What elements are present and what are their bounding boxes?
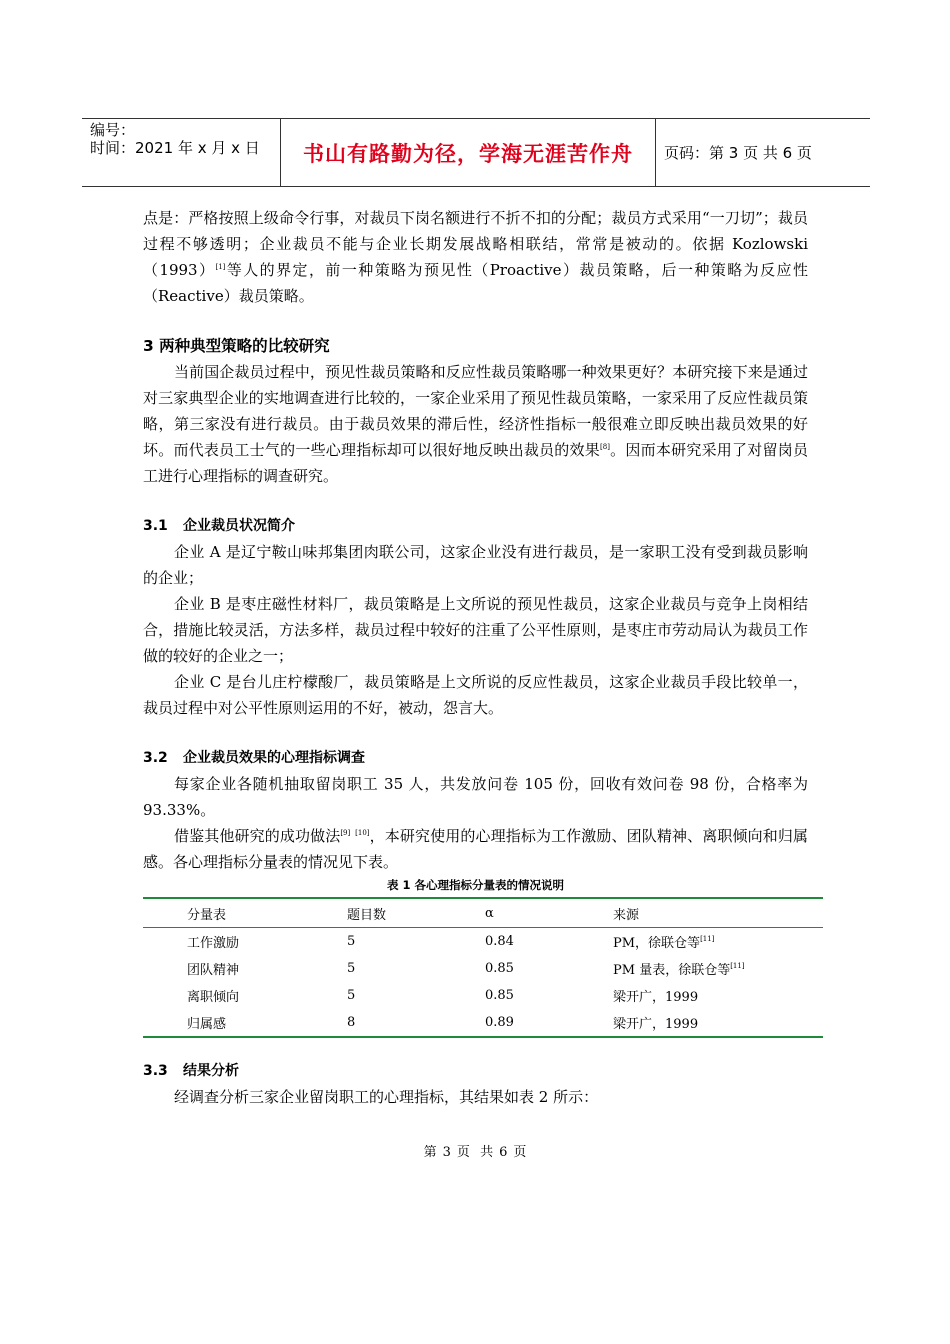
table-row [143, 1009, 823, 1037]
indicators-paragraph: 借鉴其他研究的成功做法[9] [10]，本研究使用的心理指标为工作激励、团队精神、离职倾向和归属感。各心理指标分量表的情况见下表。 [143, 827, 808, 871]
document-body [143, 205, 808, 1110]
footer-page-number: 3 [442, 1145, 451, 1160]
column-header: 分量表 [143, 898, 346, 928]
column-header: α [484, 898, 612, 928]
citation: [1] [215, 263, 226, 271]
cell-scale: 归属感 [187, 1017, 227, 1032]
cell-source: PM，徐联仓等[11] [613, 935, 715, 951]
table-header-row [143, 898, 823, 928]
header-page-info: 页码：第 3 页 共 6 页 [664, 144, 812, 162]
page-header [82, 118, 870, 187]
cell-alpha: 0.89 [485, 1015, 514, 1030]
cell-alpha: 0.85 [485, 961, 514, 976]
header-number: 编号： [90, 121, 136, 139]
company-a-paragraph: 企业 A 是辽宁鞍山味邦集团肉联公司，这家企业没有进行裁员，是一家职工没有受到裁员影响的企业； [143, 543, 808, 587]
citation: [10] [355, 829, 370, 837]
cell-scale: 工作激励 [187, 936, 240, 951]
citation: [9] [340, 829, 351, 837]
cell-items: 5 [347, 988, 356, 1003]
survey-paragraph: 每家企业各随机抽取留岗职工 35 人，共发放问卷 105 份，回收有效问卷 98 份，合格率为 93.33%。 [143, 775, 808, 819]
section-3-2-title: 3.2 企业裁员效果的心理指标调查 [143, 750, 365, 766]
cell-items: 5 [347, 961, 356, 976]
header-motto: 书山有路勤为径，学海无涯苦作舟 [280, 119, 656, 186]
citation: [8] [600, 443, 610, 451]
cell-source: 梁开广，1999 [613, 1017, 699, 1032]
page-footer: 第 3 页 共 6 页 [423, 1145, 527, 1160]
table-row [143, 982, 823, 1009]
cell-scale: 离职倾向 [187, 990, 240, 1005]
table-row [143, 928, 823, 956]
cell-alpha: 0.84 [485, 934, 514, 949]
paragraph-intro: 点是：严格按照上级命令行事，对裁员下岗名额进行不折不扣的分配；裁员方式采用“一刀切”；裁员过程不够透明；企业裁员不能与企业长期发展战略相联结，常常是被动的。依据 Kozlowski（1993）[1]等人的界定，前一种策略为预见性（Proactive）裁员策略，后一种策略为反应性（Reactive）裁员策略。 [143, 209, 808, 305]
section-3-title: 3 两种典型策略的比较研究 [143, 337, 330, 355]
header-meta [82, 119, 280, 186]
column-header: 来源 [612, 898, 823, 928]
cell-scale: 团队精神 [187, 963, 240, 978]
table-row [143, 955, 823, 982]
footer-total-pages: 6 [499, 1145, 508, 1160]
cell-items: 5 [347, 934, 356, 949]
column-header: 题目数 [346, 898, 484, 928]
section-3-1-title: 3.1 企业裁员状况简介 [143, 518, 295, 534]
cell-source: PM 量表，徐联仓等[11] [613, 962, 745, 978]
section-3-paragraph: 当前国企裁员过程中，预见性裁员策略和反应性裁员策略哪一种效果更好？本研究接下来是通过对三家典型企业的实地调查进行比较的，一家企业采用了预见性裁员策略，一家采用了反应性裁员策略，第三家没有进行裁员。由于裁员效果的滞后性，经济性指标一般很难立即反映出裁员效果的好坏。而代表员工士气的一些心理指标却可以很好地反映出裁员的效果[8]。因而本研究采用了对留岗员工进行心理指标的调查研究。 [143, 363, 808, 485]
section-3-3-title: 3.3 结果分析 [143, 1063, 239, 1079]
company-b-paragraph: 企业 B 是枣庄磁性材料厂，裁员策略是上文所说的预见性裁员，这家企业裁员与竞争上岗相结合，措施比较灵活，方法多样，裁员过程中较好的注重了公平性原则，是枣庄市劳动局认为裁员工作做的较好的企业之一； [143, 595, 808, 665]
cell-alpha: 0.85 [485, 988, 514, 1003]
table-1-caption: 表 1 各心理指标分量表的情况说明 [386, 878, 564, 892]
company-c-paragraph: 企业 C 是台儿庄柠檬酸厂，裁员策略是上文所说的反应性裁员，这家企业裁员手段比较单一，裁员过程中对公平性原则运用的不好，被动，怨言大。 [143, 673, 808, 717]
results-paragraph: 经调查分析三家企业留岗职工的心理指标，其结果如表 2 所示： [174, 1088, 599, 1106]
cell-source: 梁开广，1999 [613, 990, 699, 1005]
header-time: 时间：2021 年 x 月 x 日 [90, 139, 260, 157]
table-1 [143, 897, 823, 1038]
cell-items: 8 [347, 1015, 356, 1030]
